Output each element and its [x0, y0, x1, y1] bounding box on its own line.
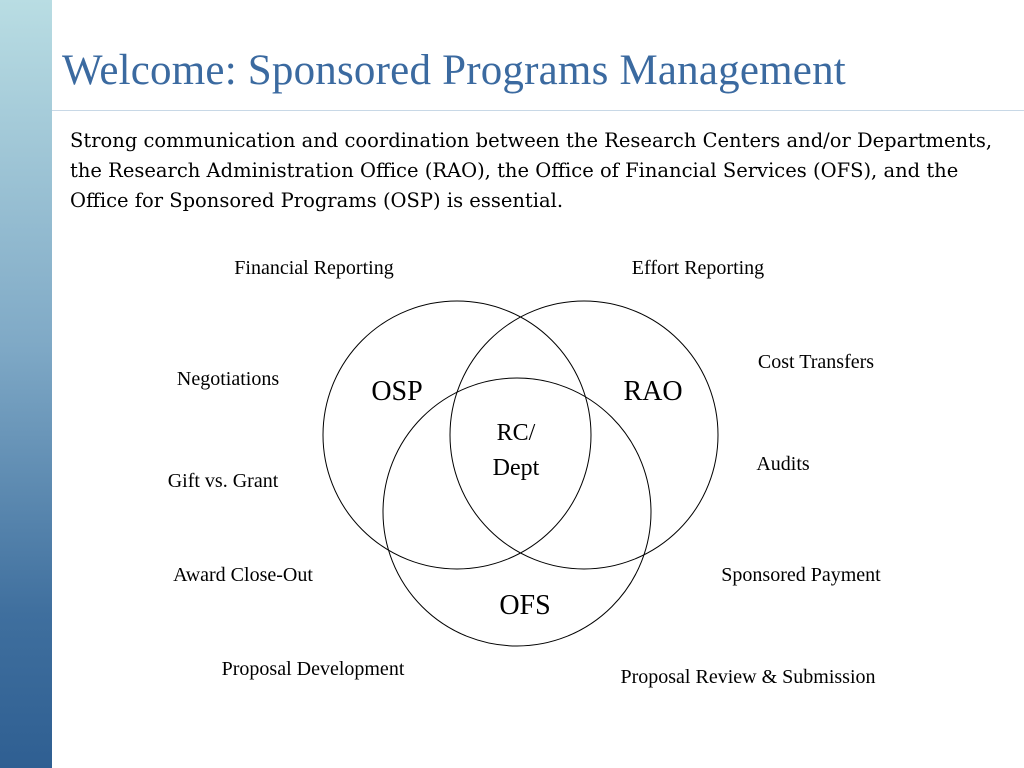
center-label-line2: Dept [492, 455, 540, 481]
effort-reporting-label: Effort Reporting [631, 257, 765, 279]
rao-label: RAO [623, 376, 683, 407]
center-label-line1: RC/ [496, 420, 536, 446]
page-title: Welcome: Sponsored Programs Management [62, 47, 846, 94]
intro-paragraph: Strong communication and coordination between the Research Centers and/or Departments, the Research Administration Office (RAO), the Office of Financial Services (OFS), and the Office for Sponsored Programs (OSP) is essential. [70, 129, 993, 212]
proposal-development-label: Proposal Development [221, 658, 405, 680]
rao-circle [450, 301, 718, 569]
gift-vs-grant-label: Gift vs. Grant [167, 470, 279, 492]
award-closeout-label: Award Close-Out [173, 564, 313, 586]
ofs-label: OFS [499, 590, 551, 621]
sponsored-payment-label: Sponsored Payment [721, 564, 881, 586]
osp-label: OSP [371, 376, 423, 407]
negotiations-label: Negotiations [176, 368, 280, 390]
financial-reporting-label: Financial Reporting [234, 257, 394, 279]
audits-label: Audits [756, 453, 810, 475]
cost-transfers-label: Cost Transfers [757, 351, 875, 373]
osp-circle [323, 301, 591, 569]
proposal-review-label: Proposal Review & Submission [620, 666, 876, 688]
